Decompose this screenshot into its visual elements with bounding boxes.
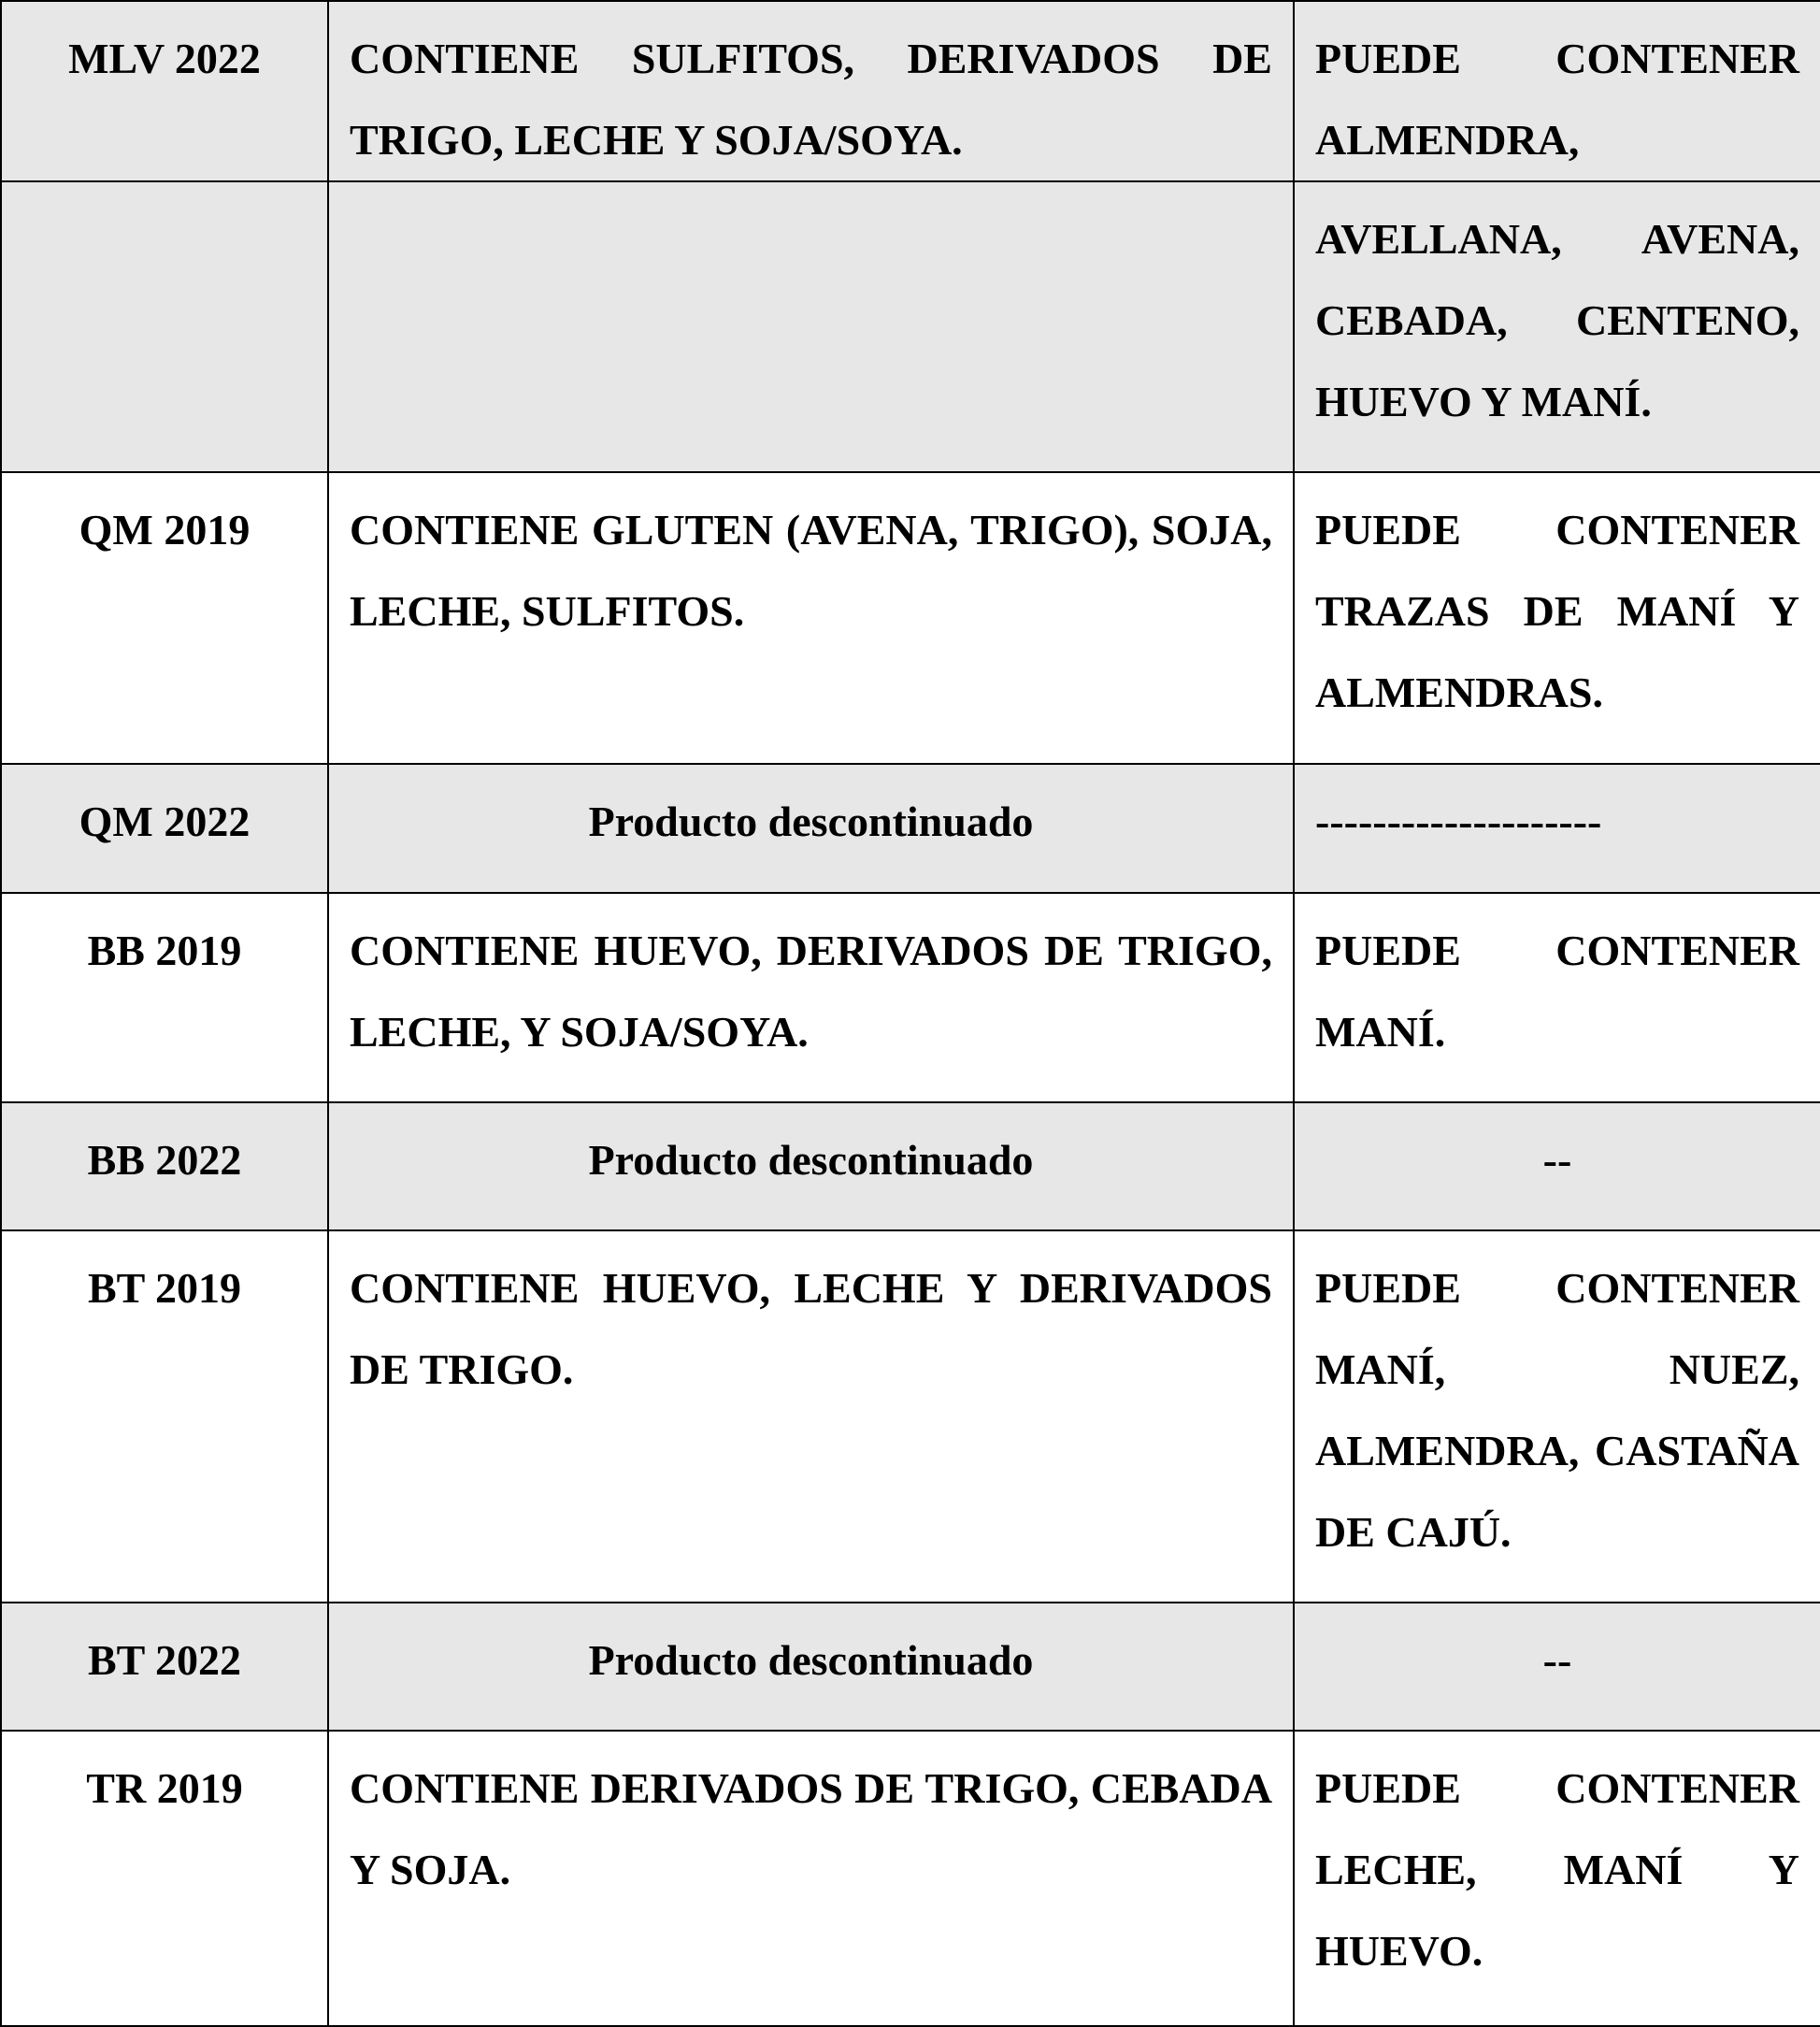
may-contain-cell: PUEDE CONTENER ALMENDRA,	[1294, 1, 1820, 181]
product-code-cell	[1, 181, 328, 472]
may-contain-cell: --	[1294, 1603, 1820, 1731]
table-row	[1, 472, 1820, 764]
contains-allergens-cell: CONTIENE SULFITOS, DERIVADOS DE TRIGO, LECHE Y SOJA/SOYA.	[328, 1, 1294, 181]
product-code-cell: BB 2019	[1, 893, 328, 1102]
product-code-cell: MLV 2022	[1, 1, 328, 181]
table-row	[1, 1230, 1820, 1603]
may-contain-cell: --	[1294, 1102, 1820, 1230]
discontinued-cell: Producto descontinuado	[328, 1102, 1294, 1230]
discontinued-cell: Producto descontinuado	[328, 764, 1294, 893]
contains-allergens-cell: CONTIENE HUEVO, LECHE Y DERIVADOS DE TRIGO.	[328, 1230, 1294, 1603]
product-code-cell: BB 2022	[1, 1102, 328, 1230]
contains-allergens-cell: CONTIENE HUEVO, DERIVADOS DE TRIGO, LECHE, Y SOJA/SOYA.	[328, 893, 1294, 1102]
product-code-cell: QM 2022	[1, 764, 328, 893]
may-contain-cell: PUEDE CONTENER TRAZAS DE MANÍ Y ALMENDRAS.	[1294, 472, 1820, 764]
product-code-cell: BT 2022	[1, 1603, 328, 1731]
may-contain-cell: PUEDE CONTENER MANÍ, NUEZ, ALMENDRA, CASTAÑA DE CAJÚ.	[1294, 1230, 1820, 1603]
table-row	[1, 1603, 1820, 1731]
may-contain-cell: --------------------	[1294, 764, 1820, 893]
contains-allergens-cell: CONTIENE GLUTEN (AVENA, TRIGO), SOJA, LECHE, SULFITOS.	[328, 472, 1294, 764]
table-row	[1, 1102, 1820, 1230]
contains-allergens-cell	[328, 181, 1294, 472]
table-row	[1, 181, 1820, 472]
product-code-cell: QM 2019	[1, 472, 328, 764]
product-code-cell: TR 2019	[1, 1731, 328, 2026]
may-contain-cell: PUEDE CONTENER MANÍ.	[1294, 893, 1820, 1102]
discontinued-cell: Producto descontinuado	[328, 1603, 1294, 1731]
table-row	[1, 764, 1820, 893]
product-code-cell: BT 2019	[1, 1230, 328, 1603]
table-row	[1, 893, 1820, 1102]
may-contain-cell: AVELLANA, AVENA, CEBADA, CENTENO, HUEVO Y MANÍ.	[1294, 181, 1820, 472]
contains-allergens-cell: CONTIENE DERIVADOS DE TRIGO, CEBADA Y SOJA.	[328, 1731, 1294, 2026]
may-contain-cell: PUEDE CONTENER LECHE, MANÍ Y HUEVO.	[1294, 1731, 1820, 2026]
table-row	[1, 1731, 1820, 2026]
table-row	[1, 1, 1820, 181]
